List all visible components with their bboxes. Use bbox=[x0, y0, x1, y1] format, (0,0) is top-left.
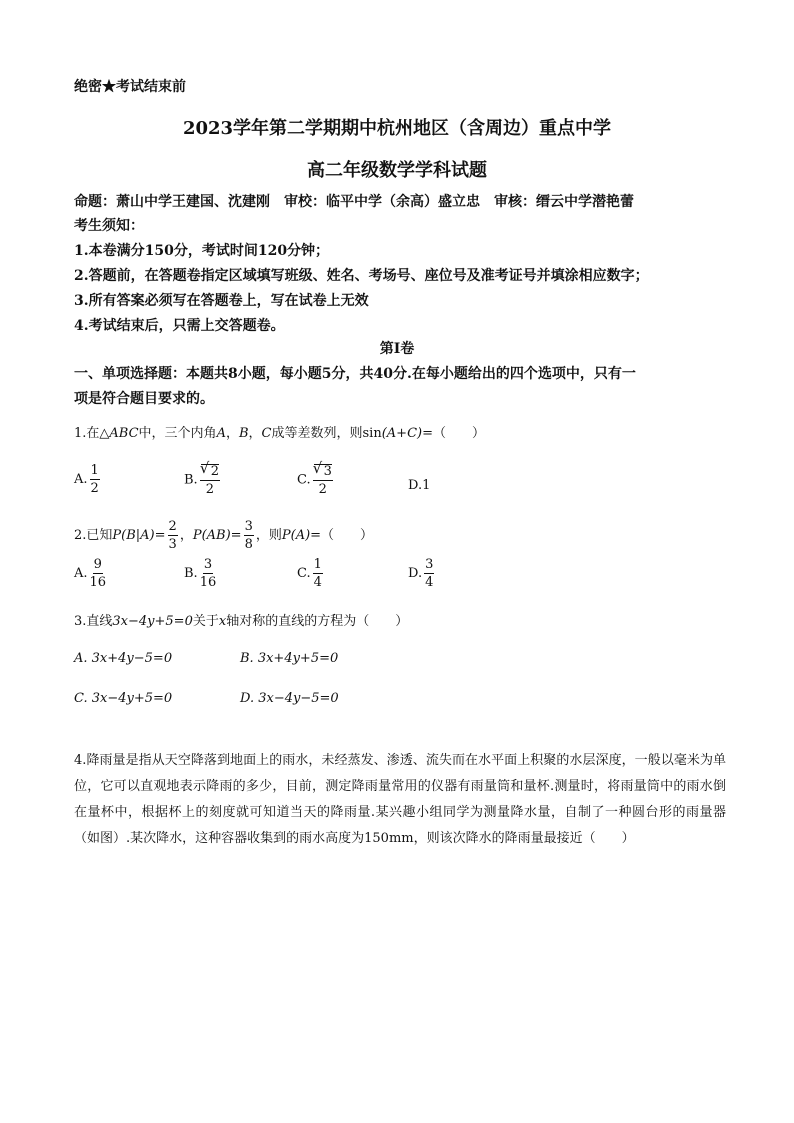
q2-fraction-1-den: 3 bbox=[168, 537, 177, 552]
q1-sep1: ， bbox=[225, 426, 239, 441]
secret-mark: 绝密★考试结束前 bbox=[74, 79, 186, 95]
q1-option-d: D.1 bbox=[408, 478, 431, 493]
q1-option-c-radical: √ 3 bbox=[314, 464, 332, 478]
q1-option-b-num bbox=[200, 464, 220, 481]
q2-option-a-den: 16 bbox=[89, 575, 107, 590]
q1-option-a-label: A. bbox=[74, 472, 88, 487]
q2-option-d bbox=[408, 558, 436, 589]
notice-heading: 考生须知： bbox=[74, 218, 144, 234]
q2-sep: ， bbox=[179, 528, 193, 543]
q2-option-b-fraction bbox=[200, 558, 217, 589]
question-3 bbox=[74, 610, 408, 629]
q3-option-a: A. 3x+4y−5=0 bbox=[74, 651, 173, 666]
question-1 bbox=[74, 422, 485, 441]
notice-item-4: 4.考试结束后，只需上交答题卷。 bbox=[74, 318, 285, 334]
q1-option-b bbox=[184, 464, 222, 496]
q2-option-a-fraction bbox=[90, 558, 107, 589]
q2-prob-a: P(A) bbox=[281, 528, 311, 543]
q1-angle-a: A bbox=[216, 426, 226, 441]
q2-option-a-num: 9 bbox=[93, 557, 102, 572]
q1-pre: 1.在△ bbox=[74, 426, 110, 441]
exam-title-line1: 2023学年第二学期期中杭州地区（含周边）重点中学 bbox=[182, 118, 612, 139]
q1-option-c-num bbox=[313, 464, 333, 481]
q1-option-c-fraction bbox=[313, 464, 333, 496]
q1-option-b-den: 2 bbox=[205, 482, 214, 497]
q3-option-d: D. 3x−4y−5=0 bbox=[240, 691, 339, 706]
q1-option-b-radical: √ 2 bbox=[201, 464, 219, 478]
q2-prob-ab: P(AB) bbox=[192, 528, 231, 543]
q1-sin-arg: (A+C) bbox=[381, 426, 423, 441]
q2-eq2: = bbox=[230, 528, 242, 543]
q1-angle-b: B bbox=[238, 426, 249, 441]
q2-option-c-label: C. bbox=[297, 566, 311, 581]
q2-mid: ，则 bbox=[255, 528, 282, 543]
q2-fraction-1 bbox=[168, 520, 178, 551]
q1-option-a-num: 1 bbox=[90, 463, 99, 478]
q3-mid: 关于 bbox=[192, 614, 219, 629]
q1-triangle-name: ABC bbox=[109, 426, 139, 441]
exam-title-line2: 高二年级数学学科试题 bbox=[307, 160, 487, 181]
q2-option-c bbox=[297, 558, 325, 589]
q2-option-d-den: 4 bbox=[425, 575, 434, 590]
q2-option-d-label: D. bbox=[408, 566, 423, 581]
q2-option-c-fraction bbox=[313, 558, 323, 589]
q1-angle-c: C bbox=[261, 426, 272, 441]
volume-title: 第Ⅰ卷 bbox=[379, 341, 415, 357]
q2-option-b-num: 3 bbox=[203, 557, 213, 572]
q1-option-c-den: 2 bbox=[318, 482, 327, 497]
q2-option-c-den: 4 bbox=[313, 575, 322, 590]
q2-pre: 2.已知 bbox=[74, 528, 113, 543]
notice-item-3: 3.所有答案必须写在答题卷上，写在试卷上无效 bbox=[74, 293, 369, 309]
q1-end: =（ ） bbox=[422, 426, 485, 441]
q1-mid: 中，三个内角 bbox=[138, 426, 217, 441]
q2-option-c-num: 1 bbox=[313, 557, 322, 572]
q2-fraction-2-den: 8 bbox=[244, 537, 253, 552]
q1-sin: sin bbox=[362, 426, 382, 441]
q2-option-b-label: B. bbox=[184, 566, 198, 581]
q2-fraction-2 bbox=[244, 520, 254, 551]
q1-option-a-fraction bbox=[90, 464, 100, 495]
staff-line: 命题：萧山中学王建国、沈建刚 审校：临平中学（余高）盛立忠 审核：缙云中学潜艳蕾 bbox=[74, 194, 634, 210]
notice-item-2: 2.答题前，在答题卷指定区域填写班级、姓名、考场号、座位号及准考证号并填涂相应数字； bbox=[74, 268, 649, 284]
q2-option-d-fraction bbox=[424, 558, 434, 589]
question-2 bbox=[74, 520, 373, 551]
q2-prob-b-given-a: P(B|A) bbox=[112, 528, 155, 543]
q3-line-equation: 3x−4y+5=0 bbox=[112, 614, 193, 629]
q2-eq1: = bbox=[154, 528, 166, 543]
section1-line2: 项是符合题目要求的。 bbox=[74, 391, 214, 407]
q3-pre: 3.直线 bbox=[74, 614, 113, 629]
q1-tail: 成等差数列，则 bbox=[271, 426, 363, 441]
q3-end: 轴对称的直线的方程为（ ） bbox=[226, 614, 409, 629]
q1-option-b-fraction bbox=[200, 464, 220, 496]
notice-item-1: 1.本卷满分150分，考试时间120分钟； bbox=[74, 243, 330, 259]
q2-fraction-2-num: 3 bbox=[244, 519, 253, 534]
q1-option-b-label: B. bbox=[184, 472, 198, 488]
q1-option-a bbox=[74, 464, 102, 495]
q2-option-a-label: A. bbox=[74, 566, 88, 581]
q2-fraction-1-num: 2 bbox=[168, 519, 177, 534]
section1-line1: 一、单项选择题：本题共8小题，每小题5分，共40分.在每小题给出的四个选项中，只有一 bbox=[74, 366, 636, 382]
q1-option-c-label: C. bbox=[297, 472, 311, 488]
q3-axis: x bbox=[218, 614, 227, 629]
q2-option-a bbox=[74, 558, 108, 589]
question-4: 4.降雨量是指从天空降落到地面上的雨水，未经蒸发、渗透、流失而在水平面上积聚的水层深度，一般以毫米为单位，它可以直观地表示降雨的多少，目前，测定降雨量常用的仪器有雨量筒和量杯.测量时，将雨量筒中的雨水倒在量杯中，根据杯上的刻度就可知道当天的降雨量.某兴趣小组同学为测量降水量，自制了一种圆台形的雨量器（如图）.某次降水，这种容器收集到的雨水高度为150mm，则该次降水的降雨量最接近（ ） bbox=[74, 753, 726, 846]
q2-option-b-den: 16 bbox=[199, 575, 217, 590]
q3-option-b: B. 3x+4y+5=0 bbox=[240, 651, 339, 666]
q1-sep2: ， bbox=[248, 426, 262, 441]
q1-option-c bbox=[297, 464, 335, 496]
q2-option-b bbox=[184, 558, 218, 589]
q2-end: =（ ） bbox=[310, 528, 374, 543]
q2-option-d-num: 3 bbox=[425, 557, 434, 572]
q3-option-c: C. 3x−4y+5=0 bbox=[74, 691, 173, 706]
q1-option-a-den: 2 bbox=[90, 481, 99, 496]
